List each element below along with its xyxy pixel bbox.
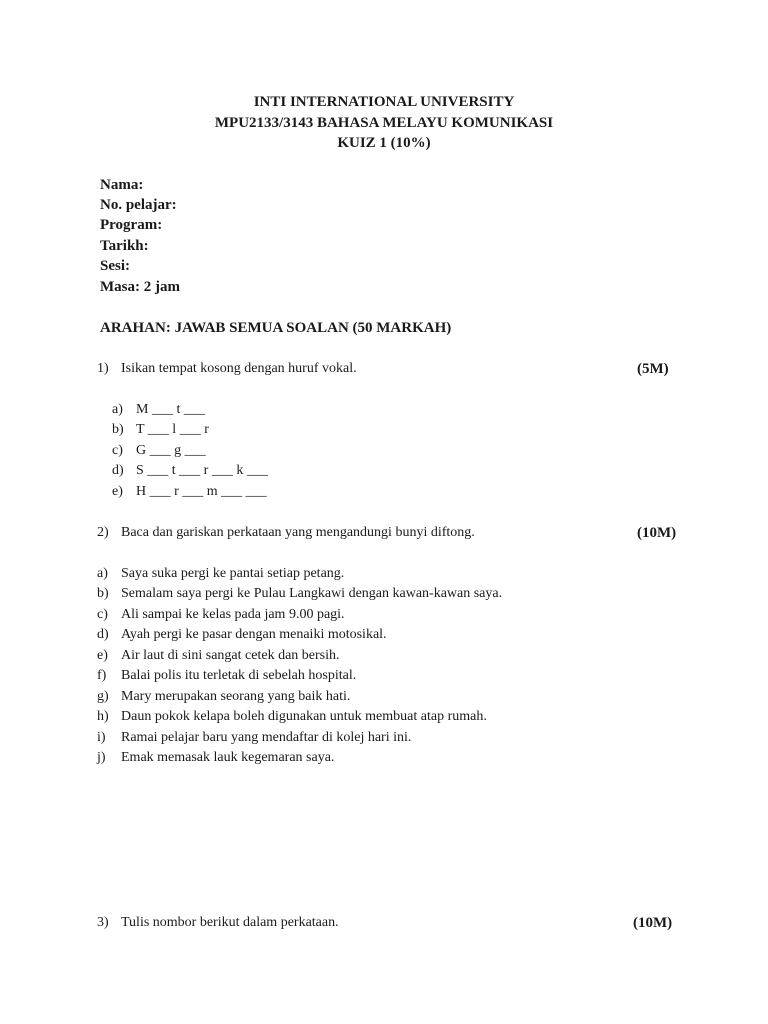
q2-item-label: g) (97, 689, 109, 704)
q1-item-text: S ___ t ___ r ___ k ___ (136, 463, 268, 478)
question-3-text: Tulis nombor berikut dalam perkataan. (121, 915, 339, 930)
quiz-title: KUIZ 1 (10%) (337, 135, 431, 151)
q1-item-label: a) (112, 402, 123, 417)
q2-item-label: h) (97, 709, 109, 724)
q1-item-text: G ___ g ___ (136, 443, 206, 458)
question-2-number: 2) (97, 525, 109, 540)
q2-item-label: e) (97, 648, 108, 663)
question-2 (0, 523, 768, 543)
field-nama: Nama: (100, 177, 144, 193)
field-tarikh: Tarikh: (100, 238, 149, 254)
field-program: Program: (100, 217, 163, 233)
question-3 (0, 913, 768, 933)
q2-item-text: Ali sampai ke kelas pada jam 9.00 pagi. (121, 607, 345, 622)
q2-item-text: Emak memasak lauk kegemaran saya. (121, 750, 335, 765)
q1-item-label: b) (112, 422, 124, 437)
q2-item-text: Saya suka pergi ke pantai setiap petang. (121, 566, 345, 581)
q2-item-text: Balai polis itu terletak di sebelah hospital. (121, 668, 357, 683)
q2-item-label: b) (97, 586, 109, 601)
course-title: MPU2133/3143 BAHASA MELAYU KOMUNIKASI (214, 115, 554, 131)
question-2-marks: (10M) (637, 525, 677, 541)
q2-item-text: Mary merupakan seorang yang baik hati. (121, 689, 351, 704)
field-masa: Masa: 2 jam (100, 279, 180, 295)
q2-item-text: Daun pokok kelapa boleh digunakan untuk membuat atap rumah. (121, 709, 487, 724)
q2-item-text: Air laut di sini sangat cetek dan bersih. (121, 648, 340, 663)
q1-item-label: e) (112, 484, 123, 499)
university-title: INTI INTERNATIONAL UNIVERSITY (253, 94, 515, 110)
instruction: ARAHAN: JAWAB SEMUA SOALAN (50 MARKAH) (100, 320, 452, 336)
field-sesi: Sesi: (100, 258, 130, 274)
question-1 (0, 359, 768, 379)
q2-item-label: j) (97, 750, 106, 765)
question-1-text: Isikan tempat kosong dengan huruf vokal. (121, 361, 357, 376)
q1-item-text: T ___ l ___ r (136, 422, 209, 437)
q2-item-label: a) (97, 566, 108, 581)
q2-item-text: Semalam saya pergi ke Pulau Langkawi dengan kawan-kawan saya. (121, 586, 503, 601)
q2-item-text: Ramai pelajar baru yang mendaftar di kolej hari ini. (121, 730, 412, 745)
q1-item-label: d) (112, 463, 124, 478)
question-1-marks: (5M) (637, 361, 669, 377)
question-3-number: 3) (97, 915, 109, 930)
field-no-pelajar: No. pelajar: (100, 197, 177, 213)
q2-item-label: d) (97, 627, 109, 642)
question-2-text: Baca dan gariskan perkataan yang mengandungi bunyi diftong. (121, 525, 475, 540)
question-1-number: 1) (97, 361, 109, 376)
q2-item-label: f) (97, 668, 107, 683)
question-3-marks: (10M) (633, 915, 673, 931)
q2-item-text: Ayah pergi ke pasar dengan menaiki motosikal. (121, 627, 387, 642)
q1-item-text: H ___ r ___ m ___ ___ (136, 484, 267, 499)
q2-item-label: i) (97, 730, 106, 745)
q1-item-label: c) (112, 443, 123, 458)
q2-item-label: c) (97, 607, 108, 622)
q1-item-text: M ___ t ___ (136, 402, 205, 417)
